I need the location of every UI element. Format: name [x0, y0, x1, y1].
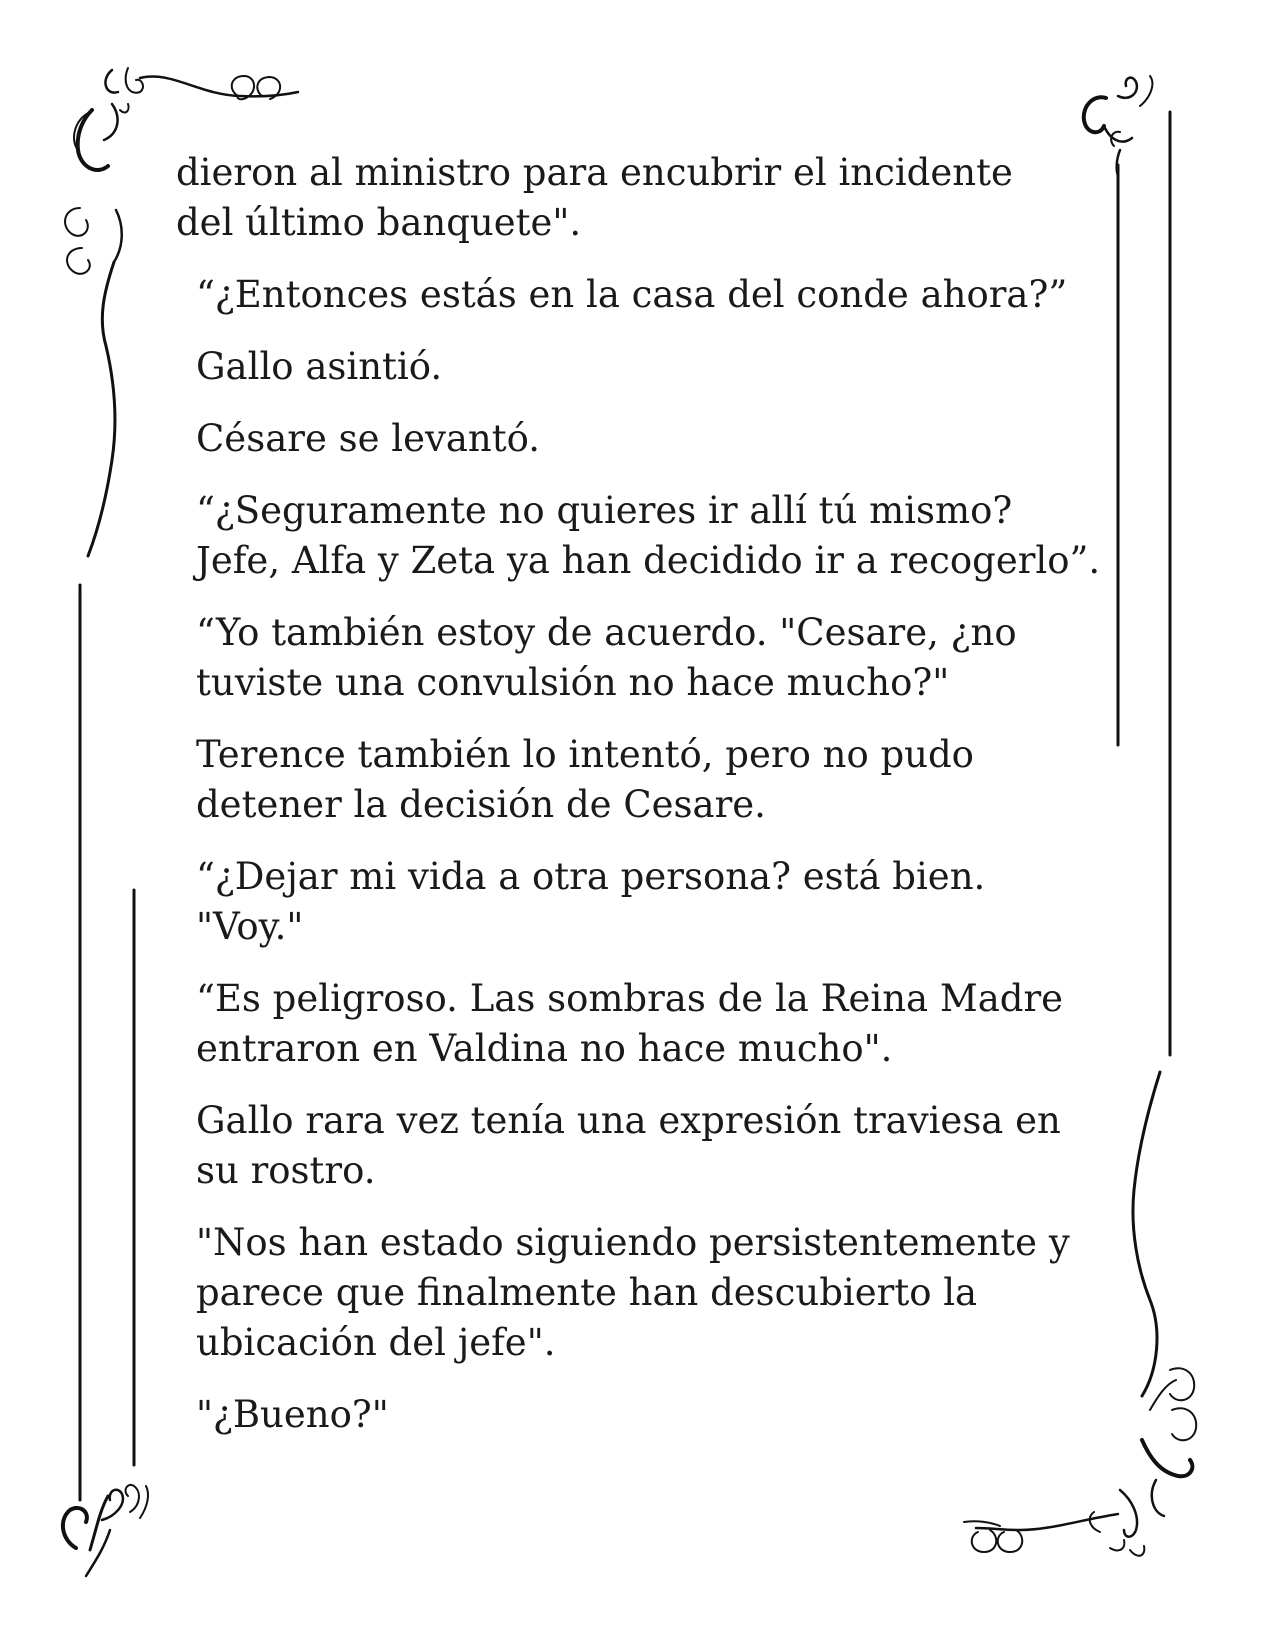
text-line: “¿Entonces estás en la casa del conde ahora?”: [196, 273, 1068, 316]
paragraph: [176, 148, 1106, 248]
text-line: "Voy.": [196, 905, 304, 948]
paragraph: [176, 730, 1106, 830]
text-line: “Yo también estoy de acuerdo. "Cesare, ¿no: [196, 611, 1017, 654]
document-body: [176, 148, 1106, 1462]
text-line: “¿Seguramente no quieres ir allí tú mismo?: [196, 489, 1013, 532]
paragraph: [176, 608, 1106, 708]
text-line: dieron al ministro para encubrir el incidente: [176, 151, 1013, 194]
text-line: Jefe, Alfa y Zeta ya han decidido ir a recogerlo”.: [196, 539, 1101, 582]
paragraph: [176, 414, 1106, 464]
paragraph: [176, 1096, 1106, 1196]
text-line: entraron en Valdina no hace mucho".: [196, 1027, 893, 1070]
text-line: su rostro.: [196, 1149, 376, 1192]
text-line: "Nos han estado siguiendo persistentemente y: [196, 1221, 1070, 1264]
text-line: Gallo asintió.: [196, 345, 443, 388]
paragraph: [176, 1390, 1106, 1440]
paragraph: [176, 342, 1106, 392]
bottom-left-flourish: [63, 1485, 148, 1576]
text-line: Césare se levantó.: [196, 417, 541, 460]
text-line: detener la decisión de Cesare.: [196, 783, 766, 826]
paragraph: [176, 486, 1106, 586]
text-line: "¿Bueno?": [196, 1393, 389, 1436]
text-line: del último banquete".: [176, 201, 582, 244]
paragraph: [176, 974, 1106, 1074]
text-line: parece que finalmente han descubierto la: [196, 1271, 978, 1314]
text-line: “¿Dejar mi vida a otra persona? está bien.: [196, 855, 986, 898]
text-line: Gallo rara vez tenía una expresión traviesa en: [196, 1099, 1061, 1142]
text-line: “Es peligroso. Las sombras de la Reina Madre: [196, 977, 1064, 1020]
text-line: Terence también lo intentó, pero no pudo: [196, 733, 974, 776]
paragraph: [176, 852, 1106, 952]
text-line: ubicación del jefe".: [196, 1321, 556, 1364]
paragraph: [176, 1218, 1106, 1368]
paragraph: [176, 270, 1106, 320]
text-line: tuviste una convulsión no hace mucho?": [196, 661, 950, 704]
